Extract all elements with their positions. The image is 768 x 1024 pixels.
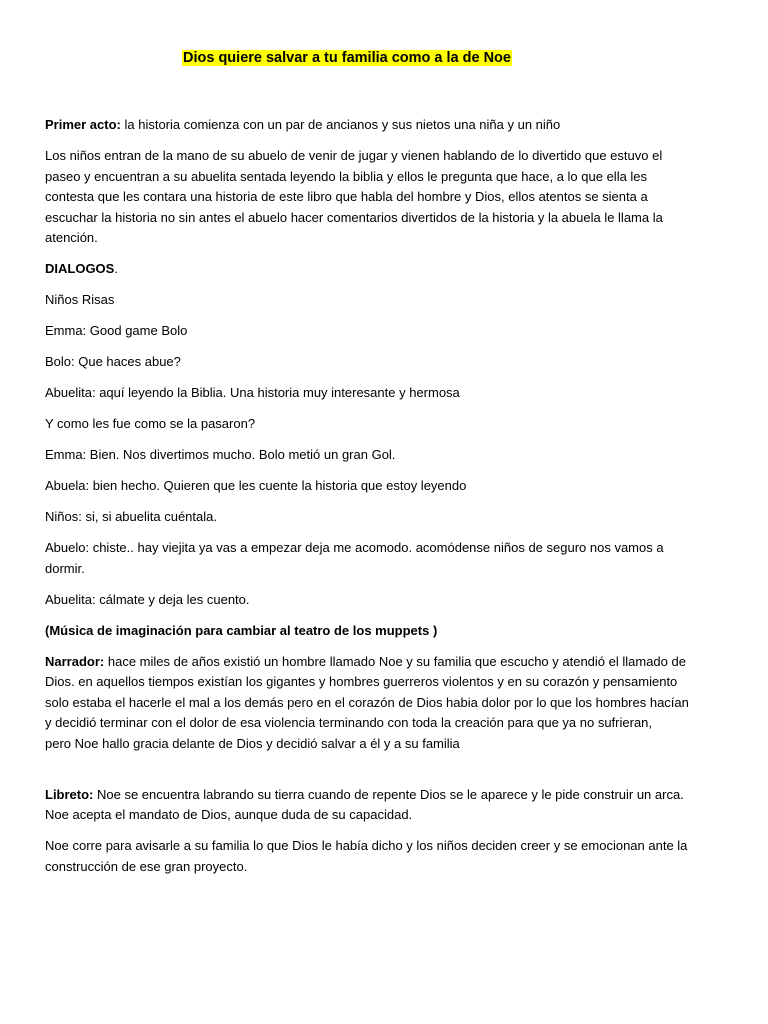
dialog-line-abuelita-2: Abuelita: cálmate y deja les cuento.	[45, 591, 250, 607]
libreto-line: Noe acepta el mandato de Dios, aunque duda de su capacidad.	[45, 807, 413, 822]
document-title	[182, 49, 512, 68]
final-paragraph	[45, 836, 725, 877]
intro-line: atención.	[45, 230, 98, 245]
document-body	[45, 115, 725, 888]
paragraph-spacer	[45, 765, 725, 785]
dialog-line-abuela: Abuela: bien hecho. Quieren que les cuente la historia que estoy leyendo	[45, 478, 467, 493]
primer-acto-label: Primer acto:	[45, 117, 121, 132]
final-line: construcción de ese gran proyecto.	[45, 858, 248, 874]
intro-line: Los niños entran de la mano de su abuelo de venir de jugar y vienen hablando de lo divertido que estuvo el	[45, 148, 663, 163]
intro-line: contesta que les contara una historia de este libro que habla del hombre y Dios, ellos atentos se sienta a	[45, 189, 648, 204]
dialog-line-ninos: Niños: si, si abuelita cuéntala.	[45, 509, 217, 524]
libreto-text: Noe se encuentra labrando su tierra cuando de repente Dios se le aparece y le pide construir un arca.	[93, 786, 684, 802]
intro-line: paseo y encuentran a su abuelita sentada leyendo la biblia y ellos le pregunta que hace, a lo que ella les	[45, 168, 648, 184]
final-line: Noe corre para avisarle a su familia lo que Dios le había dicho y los niños deciden creer y se emocionan ante la	[45, 838, 688, 853]
narrador-text: hace miles de años existió un hombre llamado Noe y su familia que escucho y atendió el llamado de	[104, 653, 686, 669]
dialogos-heading-period: .	[114, 261, 118, 276]
dialogos-heading	[45, 259, 725, 280]
narrador-line: pero Noe hallo gracia delante de Dios y decidió salvar a él y a su familia	[45, 735, 460, 751]
dialog-line-ninos-risas: Niños Risas	[45, 292, 115, 307]
dialogos-heading-text: DIALOGOS	[45, 261, 115, 276]
dialog-line-emma: Emma: Good game Bolo	[45, 323, 188, 338]
dialog-line-pregunta: Y como les fue como se la pasaron?	[45, 416, 256, 431]
libreto-label: Libreto:	[45, 786, 94, 802]
dialog-line-abuelo	[45, 538, 725, 579]
abuelo-line: Abuelo: chiste.. hay viejita ya vas a empezar deja me acomodo. acomódense niños de seguro nos vamos a	[45, 540, 664, 555]
narrador-line	[45, 652, 725, 673]
primer-acto-paragraph	[45, 115, 725, 136]
libreto-line	[45, 785, 725, 806]
dialog-line-emma-2: Emma: Bien. Nos divertimos mucho. Bolo metió un gran Gol.	[45, 447, 396, 462]
musica-direction: (Música de imaginación para cambiar al teatro de los muppets )	[45, 622, 438, 638]
intro-paragraph	[45, 146, 725, 249]
dialog-line-abuelita: Abuelita: aquí leyendo la Biblia. Una historia muy interesante y hermosa	[45, 385, 460, 400]
narrador-line: y decidió terminar con el dolor de esa violencia terminando con toda la creación para que ya no sufrieran,	[45, 715, 653, 730]
narrador-label: Narrador:	[45, 653, 105, 669]
dialog-line-bolo: Bolo: Que haces abue?	[45, 354, 181, 369]
intro-line: escuchar la historia no sin antes el abuelo hacer comentarios divertidos de la historia y la abuela le llama la	[45, 209, 663, 225]
narrador-line: Dios. en aquellos tiempos existían los gigantes y hombres guerreros violentos y en su corazón y pensamiento	[45, 674, 678, 689]
abuelo-line: dormir.	[45, 560, 85, 576]
title-highlight: Dios quiere salvar a tu familia como a la de Noe	[183, 50, 511, 66]
primer-acto-text: la historia comienza con un par de ancianos y sus nietos una niña y un niño	[120, 117, 561, 132]
narrador-paragraph	[45, 652, 725, 755]
narrador-line: solo estaba el hacerle el mal a los demás pero en el corazón de Dios habia dolor por lo que los hombres hacían	[45, 694, 689, 710]
libreto-paragraph	[45, 785, 725, 826]
